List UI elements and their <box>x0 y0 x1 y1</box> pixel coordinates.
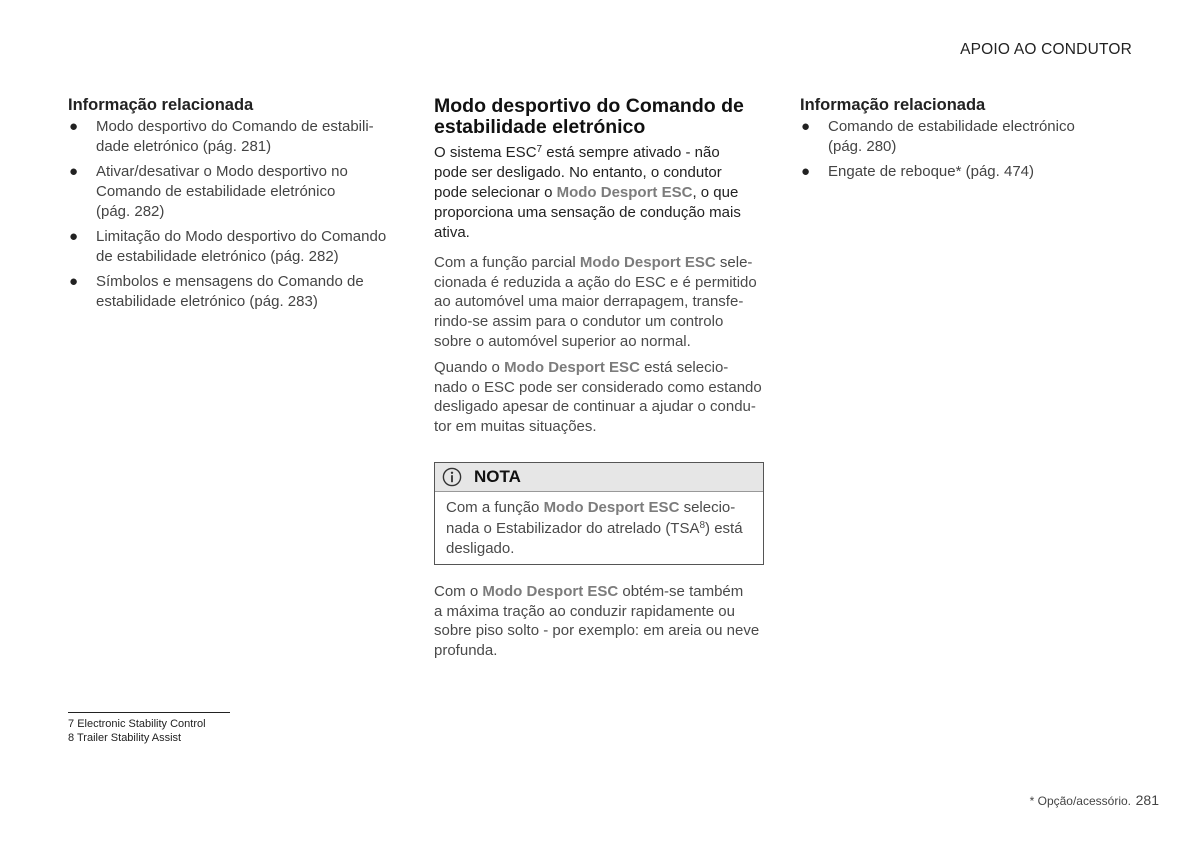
related-info-item[interactable] <box>800 162 1130 182</box>
footnote-text: Trailer Stability Assist <box>76 732 182 744</box>
note-text: selecio- nada o Estabilizador do atrelado (TSA <box>446 499 736 537</box>
mode-name: Modo Desport ESC <box>543 499 680 516</box>
page-number: 281 <box>1135 792 1159 808</box>
footnote-divider <box>68 712 230 713</box>
related-info-item[interactable] <box>68 162 398 222</box>
right-column <box>800 96 1130 187</box>
note-text: ) está desligado. <box>446 519 743 557</box>
bullet-icon: ● <box>69 118 79 135</box>
mode-selected-paragraph <box>434 358 774 437</box>
footnote-text: Electronic Stability Control <box>77 718 206 730</box>
footnote <box>68 717 206 731</box>
related-info-heading: Informação relacionada <box>68 96 254 114</box>
related-info-item[interactable] <box>800 117 1130 157</box>
bullet-icon: ● <box>69 228 79 245</box>
note-body <box>435 492 763 560</box>
note-text: Com a função <box>446 499 544 516</box>
bullet-icon: ● <box>801 163 811 180</box>
note-title: NOTA <box>474 467 521 486</box>
body-text: Quando o <box>434 359 505 376</box>
footnote-ref[interactable]: 7 <box>536 144 543 155</box>
article-title: Modo desportivo do Comando de estabilidade eletrónico <box>434 95 744 138</box>
page-section-header: APOIO AO CONDUTOR <box>960 41 1132 58</box>
body-text: Com o <box>434 583 483 600</box>
note-header <box>435 463 763 492</box>
body-text: obtém-se também a máxima tração ao conduzir rapidamente ou sobre piso solto - por exemplo: em areia ou neve profunda. <box>434 583 760 660</box>
mode-name: Modo Desport ESC <box>504 359 640 376</box>
related-info-item[interactable] <box>68 227 398 267</box>
intro-text: O sistema ESC <box>434 144 537 161</box>
related-info-text: Engate de reboque* (pág. 474) <box>828 163 1034 180</box>
body-text: está selecio- nado o ESC pode ser considerado como estando desligado apesar de continuar a ajudar o condu- tor em muitas situações. <box>434 359 762 436</box>
bullet-icon: ● <box>69 163 79 180</box>
body-text: Com a função parcial <box>434 254 580 271</box>
related-info-item[interactable] <box>68 117 398 157</box>
partial-mode-paragraph <box>434 253 774 352</box>
intro-paragraph <box>434 143 756 243</box>
related-info-heading: Informação relacionada <box>800 96 986 114</box>
mode-name: Modo Desport ESC <box>579 254 716 271</box>
intro-text: está sempre ativado - não pode ser desligado. No entanto, o condutor pode selecionar o <box>434 144 722 201</box>
mode-name: Modo Desport ESC <box>556 184 693 201</box>
related-info-text: Modo desportivo do Comando de estabili- dade eletrónico (pág. 281) <box>96 118 374 155</box>
related-info-text: Comando de estabilidade electrónico (pág. 280) <box>828 118 1075 155</box>
note-box <box>434 462 764 565</box>
left-column <box>68 96 398 317</box>
footnotes <box>68 717 206 745</box>
main-column <box>434 96 769 243</box>
related-info-list <box>68 117 398 312</box>
related-info-text: Símbolos e mensagens do Comando de estabilidade eletrónico (pág. 283) <box>96 273 364 310</box>
related-info-text: Ativar/desativar o Modo desportivo no Comando de estabilidade eletrónico (pág. 282) <box>96 163 348 220</box>
bullet-icon: ● <box>801 118 811 135</box>
footnote-number: 8 <box>68 732 75 744</box>
bullet-icon: ● <box>69 273 79 290</box>
body-text: sele- cionada é reduzida a ação do ESC e é permitido ao automóvel uma maior derrapagem, transfe- rindo-se assim para o condutor um controlo sobre o automóvel superior ao normal. <box>434 254 757 350</box>
accessory-note: * Opção/acessório. <box>1029 794 1131 808</box>
related-info-item[interactable] <box>68 272 398 312</box>
related-info-text: Limitação do Modo desportivo do Comando de estabilidade eletrónico (pág. 282) <box>96 228 387 265</box>
traction-paragraph <box>434 582 774 661</box>
footnote-ref[interactable]: 8 <box>699 519 706 531</box>
intro-text: , o que proporciona uma sensação de condução mais ativa. <box>434 184 741 241</box>
info-icon <box>442 467 462 492</box>
related-info-list <box>800 117 1130 182</box>
mode-name: Modo Desport ESC <box>482 583 619 600</box>
footnote <box>68 731 206 745</box>
footnote-number: 7 <box>68 718 75 730</box>
